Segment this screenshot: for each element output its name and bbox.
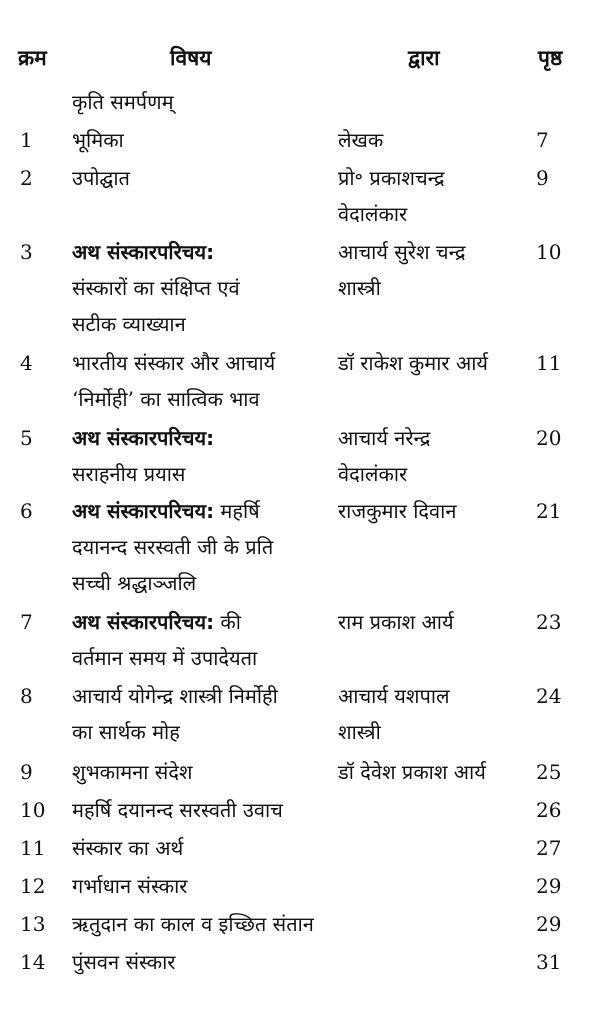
author-line: आचार्य नरेन्द्र <box>338 426 431 450</box>
author-line: आचार्य यशपाल <box>338 684 450 708</box>
row-page-number: 26 <box>536 798 562 822</box>
row-number: 9 <box>20 760 33 784</box>
row-page-number: 20 <box>536 426 562 450</box>
row-page-number: 25 <box>536 760 562 784</box>
subject-line: संस्कार का अर्थ <box>72 836 184 860</box>
subject-line: सटीक व्याख्यान <box>72 312 186 336</box>
subject-line: सच्ची श्रद्धाञ्जलि <box>72 571 197 595</box>
subject-tail: की <box>214 610 241 634</box>
subject-line: महर्षि दयानन्द सरस्वती उवाच <box>72 798 283 822</box>
row-subject <box>72 944 337 980</box>
subject-line: संस्कारों का संक्षिप्त एवं <box>72 276 240 300</box>
subject-line: भारतीय संस्कार और आचार्य <box>72 351 276 375</box>
row-author <box>338 754 528 790</box>
subject-line: उपोद्घात <box>72 166 130 190</box>
row-number: 3 <box>20 240 33 264</box>
row-number: 12 <box>20 874 46 898</box>
subject-tail: महर्षि <box>214 499 260 523</box>
author-line: डॉ राकेश कुमार आर्य <box>338 351 488 375</box>
author-line: आचार्य सुरेश चन्द्र <box>338 240 466 264</box>
author-line: राजकुमार दिवान <box>338 499 457 523</box>
author-line: प्रो॰ प्रकाशचन्द्र <box>338 166 445 190</box>
row-page-number: 24 <box>536 684 562 708</box>
header-number: क्रम <box>18 46 47 70</box>
row-number: 4 <box>20 351 33 375</box>
row-number: 14 <box>20 950 46 974</box>
subject-line: ‘निर्मोही’ का सात्विक भाव <box>72 387 260 411</box>
row-author <box>338 122 528 158</box>
header-subject: विषय <box>170 46 212 70</box>
subject-line: पुंसवन संस्कार <box>72 950 176 974</box>
row-number: 5 <box>20 426 33 450</box>
subject-bold-title: अथ संस्कारपरिचय: <box>72 499 215 523</box>
author-line: डॉ देवेश प्रकाश आर्य <box>338 760 486 784</box>
row-author <box>338 160 528 232</box>
header-page: पृष्ठ <box>538 46 563 70</box>
author-line: लेखक <box>338 128 384 152</box>
subject-line: आचार्य योगेन्द्र शास्त्री निर्मोही <box>72 684 278 708</box>
row-subject <box>72 84 337 120</box>
row-page-number: 29 <box>536 874 562 898</box>
author-line: शास्त्री <box>338 276 381 300</box>
subject-line: का सार्थक मोह <box>72 720 180 744</box>
subject-line: कृति समर्पणम् <box>72 90 174 114</box>
author-line: वेदालंकार <box>338 202 408 226</box>
row-author <box>338 420 528 492</box>
row-number: 2 <box>20 166 33 190</box>
row-subject <box>72 420 337 492</box>
subject-bold-title: अथ संस्कारपरिचय: <box>72 426 215 450</box>
row-author <box>338 345 528 381</box>
author-line: शास्त्री <box>338 720 381 744</box>
row-subject <box>72 160 337 196</box>
subject-line: गर्भाधान संस्कार <box>72 874 188 898</box>
row-author <box>338 234 528 306</box>
row-author <box>338 604 528 640</box>
subject-line: ऋतुदान का काल व इच्छित संतान <box>72 912 314 936</box>
subject-line: भूमिका <box>72 128 124 152</box>
row-subject <box>72 868 337 904</box>
row-subject <box>72 678 337 750</box>
row-page-number: 11 <box>536 351 562 375</box>
row-number: 10 <box>20 798 46 822</box>
row-page-number: 29 <box>536 912 562 936</box>
row-subject <box>72 754 337 790</box>
row-number: 6 <box>20 499 33 523</box>
row-page-number: 31 <box>536 950 562 974</box>
row-page-number: 23 <box>536 610 562 634</box>
author-line: वेदालंकार <box>338 462 408 486</box>
author-line: राम प्रकाश आर्य <box>338 610 454 634</box>
row-page-number: 9 <box>536 166 549 190</box>
row-page-number: 10 <box>536 240 562 264</box>
row-subject <box>72 830 337 866</box>
row-page-number: 27 <box>536 836 562 860</box>
subject-bold-title: अथ संस्कारपरिचय: <box>72 610 215 634</box>
row-subject <box>72 792 337 828</box>
row-number: 7 <box>20 610 33 634</box>
subject-bold-title: अथ संस्कारपरिचय: <box>72 240 215 264</box>
row-subject <box>72 493 337 601</box>
header-by: द्वारा <box>408 46 440 70</box>
row-page-number: 21 <box>536 499 562 523</box>
row-author <box>338 493 528 529</box>
row-number: 1 <box>20 128 33 152</box>
row-subject <box>72 906 337 942</box>
row-subject <box>72 234 337 342</box>
subject-line: दयानन्द सरस्वती जी के प्रति <box>72 535 274 559</box>
row-number: 13 <box>20 912 46 936</box>
row-subject <box>72 604 337 676</box>
subject-line: वर्तमान समय में उपादेयता <box>72 646 258 670</box>
row-number: 11 <box>20 836 46 860</box>
subject-line: शुभकामना संदेश <box>72 760 193 784</box>
row-author <box>338 678 528 750</box>
row-subject <box>72 345 337 417</box>
row-page-number: 7 <box>536 128 549 152</box>
row-subject <box>72 122 337 158</box>
row-number: 8 <box>20 684 33 708</box>
subject-line: सराहनीय प्रयास <box>72 462 186 486</box>
